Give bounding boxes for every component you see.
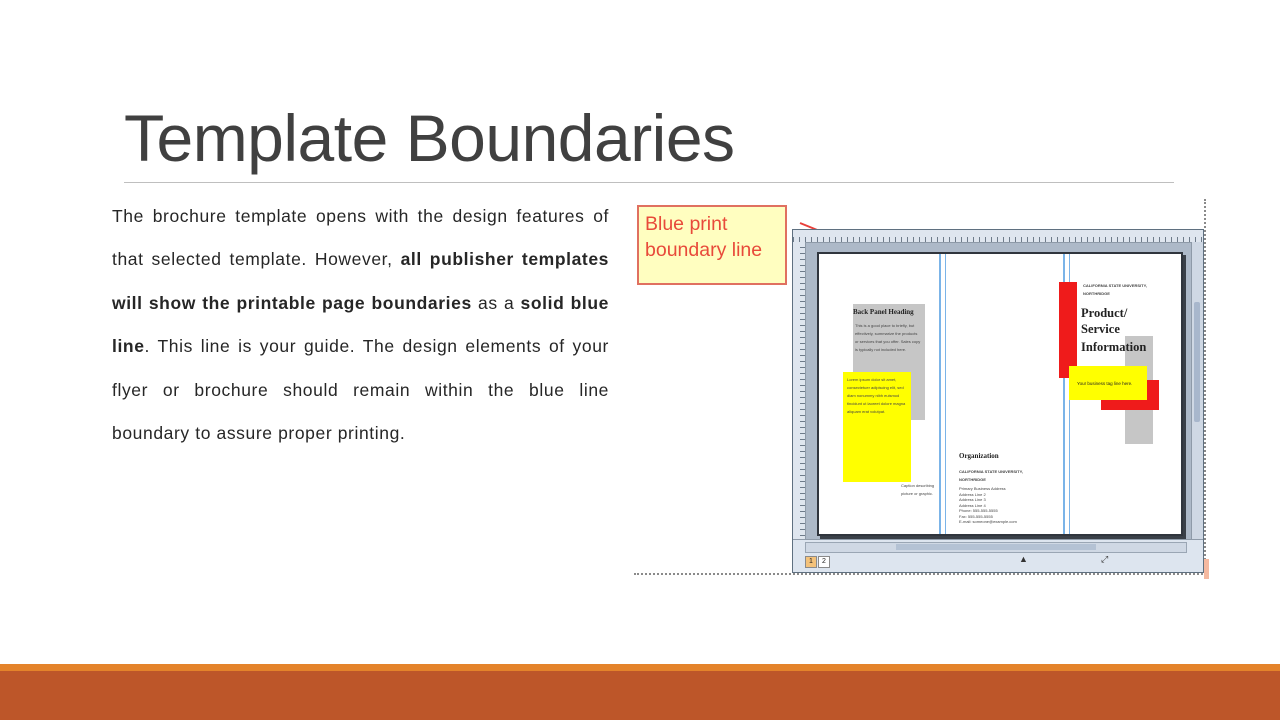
horizontal-ruler [793, 230, 1203, 243]
boundary-line-left [939, 254, 941, 534]
publisher-screenshot [632, 197, 1210, 582]
picture-caption: Caption describing picture or graphic. [901, 483, 935, 496]
back-panel-text: This is a good place to briefly, but effectively, summarize the products or services that you offer. Sales copy is typically not included here. [855, 323, 921, 352]
back-panel-heading: Back Panel Heading [853, 308, 914, 316]
body-text-part-2: as a [471, 292, 521, 313]
organization-name: CALIFORNIA STATE UNIVERSITY, NORTHRIDGE [959, 469, 1023, 482]
slide-title: Template Boundaries [124, 101, 735, 175]
organization-label: Organization [959, 452, 999, 460]
page-tab-2[interactable]: 2 [818, 556, 830, 568]
cover-red-bar-tall [1059, 282, 1077, 378]
product-heading-line-1: Product/ [1081, 306, 1128, 320]
status-bar [793, 539, 1203, 572]
body-bold-phrase-1: all publisher templates will show the printable page boundaries [112, 249, 609, 313]
vertical-scroll-thumb[interactable] [1194, 302, 1200, 422]
page-tab-1[interactable]: 1 [805, 556, 817, 568]
footer-accent-bar [0, 664, 1280, 671]
cursor-icon: ▲ [1019, 554, 1028, 564]
brochure-page [817, 252, 1183, 536]
window-edge-strip [1204, 559, 1209, 579]
title-divider [124, 182, 1174, 183]
product-heading-line-3: Information [1081, 340, 1147, 354]
footer-bar [0, 671, 1280, 720]
organization-address: Primary Business Address Address Line 2 Address Line 3 Address Line 4 Phone: 555-555-5555 Fax: 555-555-5555 E-mail: someone@example.com [959, 486, 1017, 524]
callout-line-2: boundary line [645, 239, 763, 261]
body-text-part-1: The brochure template opens with the design features of that selected template. However, [112, 206, 609, 270]
tagline-text: Your business tag line here. [1077, 381, 1133, 386]
horizontal-scroll-thumb[interactable] [896, 544, 1096, 550]
vertical-scrollbar[interactable] [1191, 242, 1203, 542]
horizontal-scrollbar[interactable] [805, 542, 1187, 553]
body-bold-phrase-2: solid blue line [112, 292, 609, 357]
slide-body-text [112, 195, 609, 455]
product-heading-line-2: Service [1081, 322, 1120, 336]
callout-line-1: Blue print [645, 213, 728, 235]
boundary-line-center-left [945, 254, 946, 534]
cover-organization: CALIFORNIA STATE UNIVERSITY, NORTHRIDGE [1083, 283, 1147, 296]
body-text-part-3: . This line is your guide. The design elements of your flyer or brochure should remain within the blue line boundary to assure proper printing. [112, 336, 609, 444]
object-size-icon: ⤢ [1101, 554, 1109, 564]
back-panel-yellow-text: Lorem ipsum dolor sit amet, consectetuer adipiscing elit, sed diam nonummy nibh euismod tincidunt ut laoreet dolore magna aliquam erat volutpat. [847, 377, 906, 414]
vertical-ruler [793, 242, 806, 542]
publisher-window [792, 229, 1204, 573]
